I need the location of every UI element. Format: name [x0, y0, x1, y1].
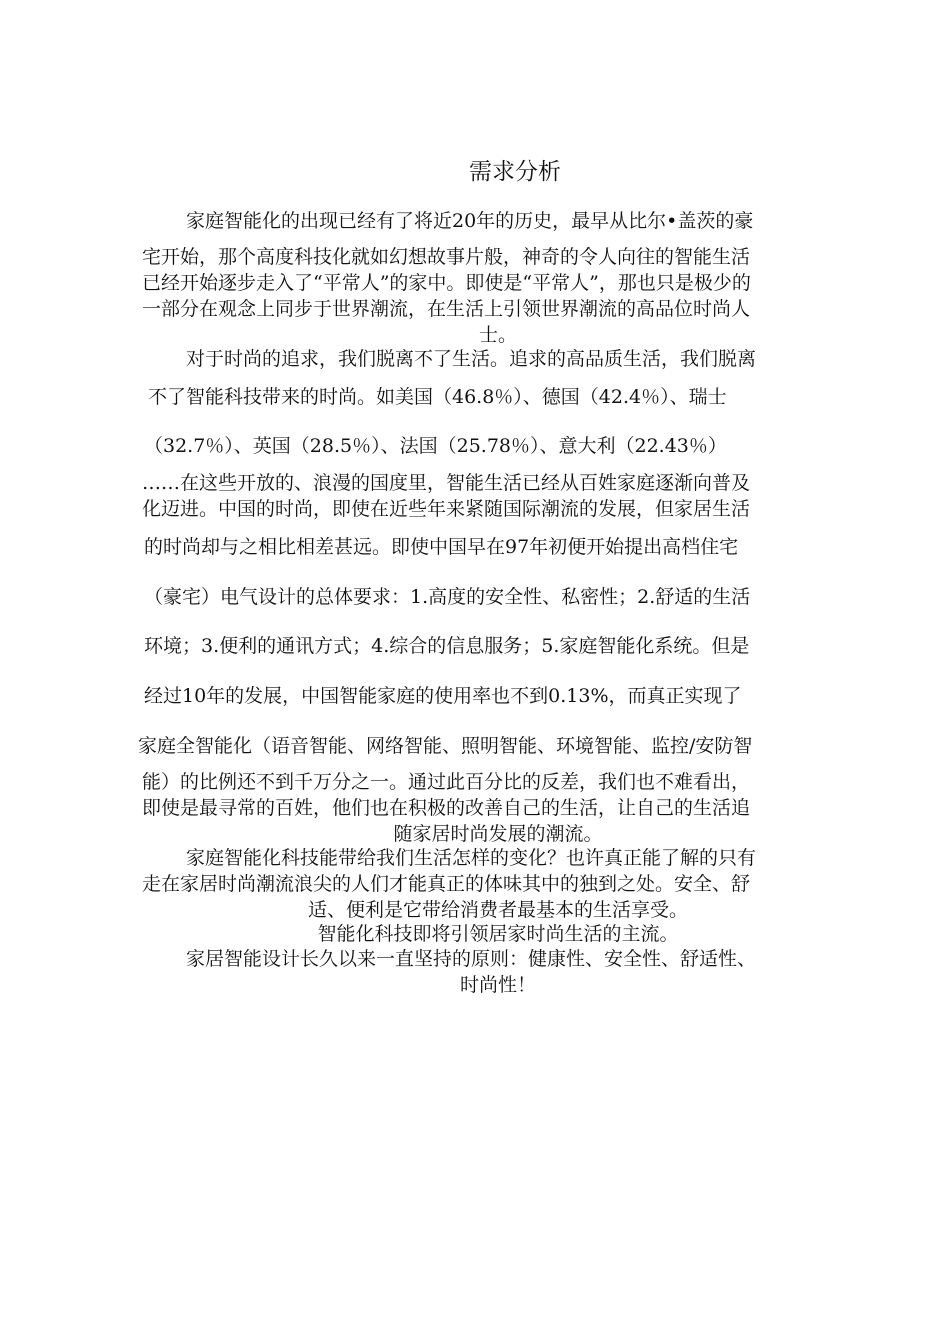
paragraph-2-line-3: （32.7％）、英国（28.5％）、法国（25.78％）、意大利（22.43％） [144, 435, 727, 457]
paragraph-1-line-4: 一部分在观念上同步于世界潮流，在生活上引领世界潮流的高品位时尚人 [142, 298, 751, 320]
paragraph-2-line-1: 对于时尚的追求，我们脱离不了生活。追求的高品质生活，我们脱离 [186, 348, 757, 370]
paragraph-2-line-12: 即使是最寻常的百姓，他们也在积极的改善自己的生活，让自己的生活追 [142, 797, 751, 819]
paragraph-1-line-5: 士。 [478, 324, 517, 346]
paragraph-3-line-1: 家庭智能化科技能带给我们生活怎样的变化？也许真正能了解的只有 [186, 847, 757, 869]
paragraph-5-line-2: 时尚性！ [459, 974, 536, 996]
paragraph-3-line-3: 适、便利是它带给消费者最基本的生活享受。 [307, 899, 688, 921]
document-title: 需求分析 [469, 159, 561, 185]
paragraph-2-line-8: 环境；3.便利的通讯方式；4.综合的信息服务；5.家庭智能化系统。但是 [144, 635, 750, 657]
paragraph-2-line-13: 随家居时尚发展的潮流。 [393, 823, 603, 845]
paragraph-4-line-1: 智能化科技即将引领居家时尚生活的主流。 [317, 923, 679, 945]
paragraph-2-line-11: 能）的比例还不到千万分之一。通过此百分比的反差，我们也不难看出， [142, 771, 751, 793]
paragraph-5-line-1: 家居智能设计长久以来一直坚持的原则：健康性、安全性、舒适性、 [186, 948, 757, 970]
paragraph-2-line-6: 的时尚却与之相比相差甚远。即使中国早在97年初便开始提出高档住宅 [144, 536, 739, 558]
paragraph-2-line-4: ……在这些开放的、浪漫的国度里，智能生活已经从百姓家庭逐渐向普及 [142, 472, 751, 494]
paragraph-1-line-1: 家庭智能化的出现已经有了将近20年的历史，最早从比尔•盖茨的豪 [186, 210, 754, 232]
paragraph-2-line-5: 化迈进。中国的时尚，即使在近些年来紧随国际潮流的发展，但家居生活 [142, 498, 751, 520]
paragraph-2-line-10: 家庭全智能化（语音智能、网络智能、照明智能、环境智能、监控/安防智 [138, 735, 753, 757]
paragraph-2-line-9: 经过10年的发展，中国智能家庭的使用率也不到0.13%，而真正实现了 [144, 685, 742, 707]
paragraph-1-line-3: 已经开始逐步走入了“平常人”的家中。即使是“平常人”，那也只是极少的 [142, 272, 751, 294]
paragraph-3-line-2: 走在家居时尚潮流浪尖的人们才能真正的体味其中的独到之处。安全、舒 [142, 873, 751, 895]
paragraph-2-line-2: 不了智能科技带来的时尚。如美国（46.8％）、德国（42.4％）、瑞士 [148, 386, 727, 408]
paragraph-2-line-7: （豪宅）电气设计的总体要求：1.高度的安全性、私密性；2.舒适的生活 [144, 586, 751, 608]
paragraph-1-line-2: 宅开始，那个高度科技化就如幻想故事片般，神奇的令人向往的智能生活 [142, 246, 751, 268]
